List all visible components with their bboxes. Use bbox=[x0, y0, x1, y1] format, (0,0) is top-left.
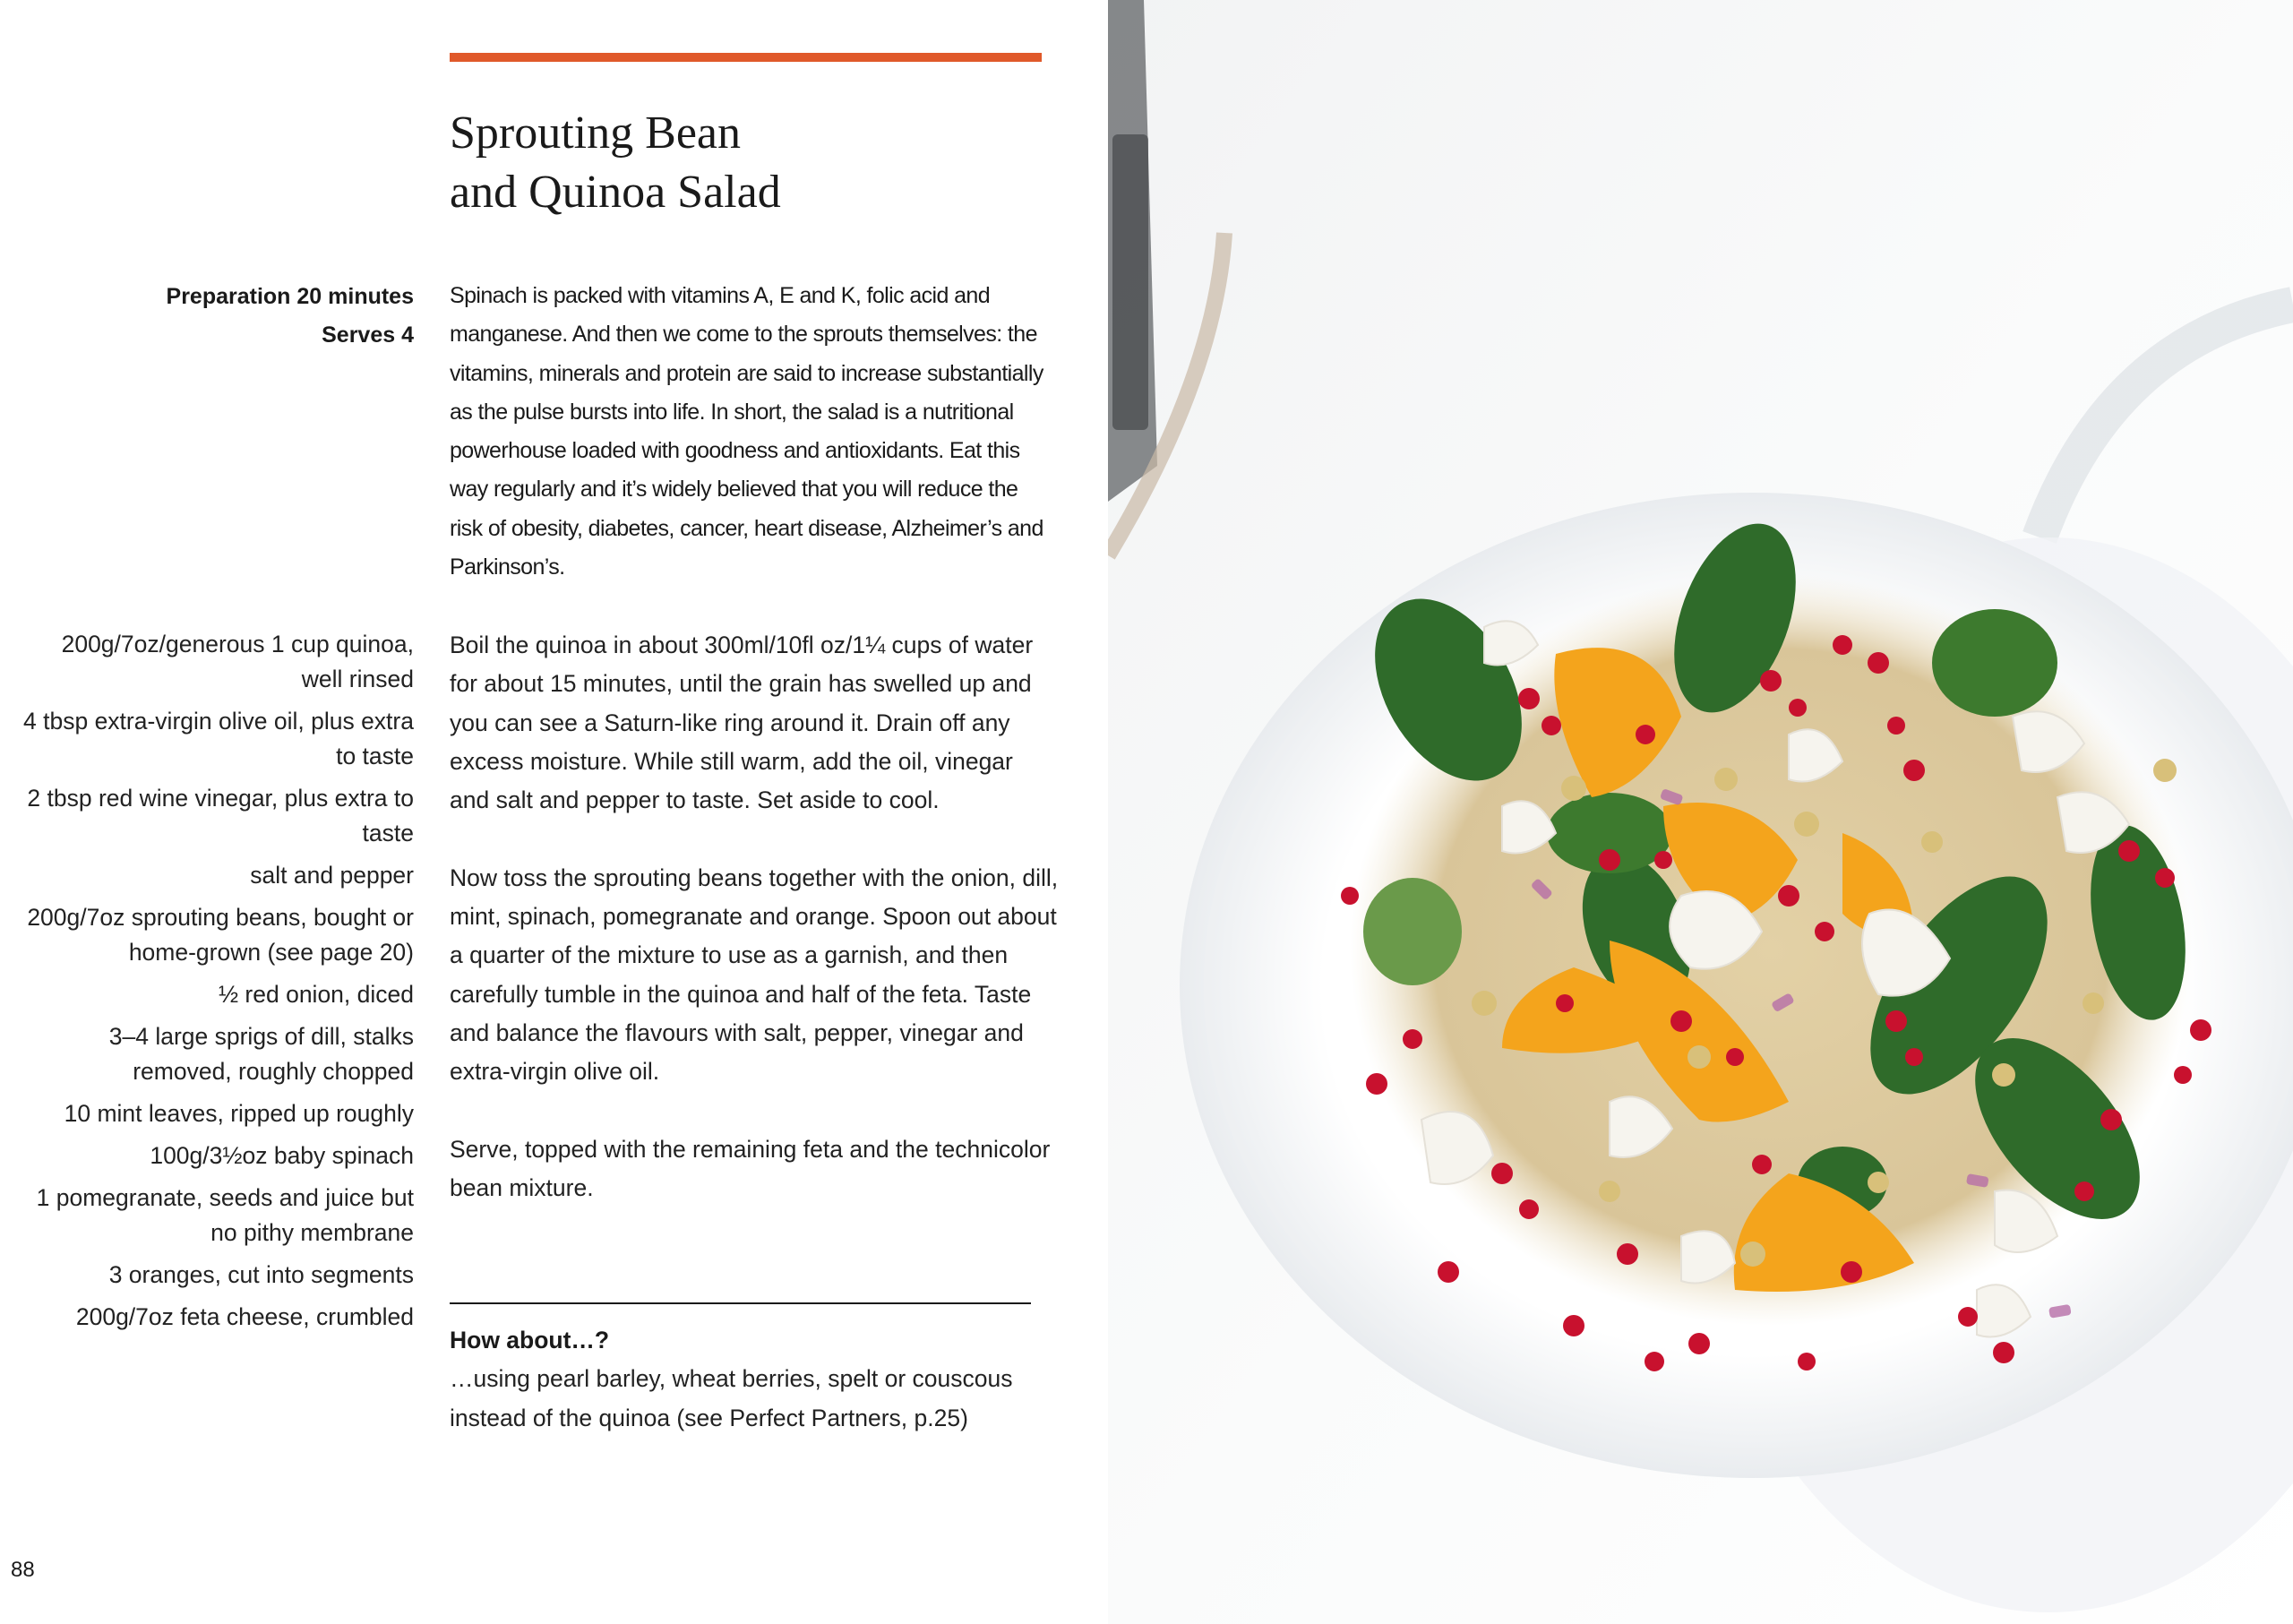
intro-paragraph: Spinach is packed with vitamins A, E and K, folic acid and manganese. And then we come to the sprouts themselves: the vitamins, minerals and protein are said to increase substantially as the pulse bursts into life. In short, the salad is a nutritional powerhouse loaded with goodness and antioxidants. Eat this way regularly and it’s widely believed that you will reduce the risk of obesity, diabetes, cancer, heart disease, Alzheimer’s and Parkinson’s. bbox=[450, 283, 1043, 580]
recipe-meta bbox=[36, 278, 414, 355]
ingredient-item: 4 tbsp extra-virgin olive oil, plus extra to taste bbox=[23, 708, 414, 769]
ingredient-item: 3 oranges, cut into segments bbox=[108, 1261, 414, 1288]
ingredient-item: 2 tbsp red wine vinegar, plus extra to taste bbox=[27, 785, 414, 846]
title-line-1: Sprouting Bean bbox=[450, 107, 741, 159]
recipe-title bbox=[450, 104, 1059, 222]
ingredient-item: 10 mint leaves, ripped up roughly bbox=[64, 1100, 414, 1127]
bottle bbox=[1112, 134, 1148, 430]
how-about-box bbox=[450, 1321, 1059, 1438]
ingredient-item: 200g/7oz feta cheese, crumbled bbox=[75, 1303, 414, 1330]
method bbox=[450, 626, 1059, 1247]
ingredients-list bbox=[18, 627, 414, 1342]
ingredient-item: 100g/3½oz baby spinach bbox=[150, 1142, 414, 1169]
ingredient-item: ½ red onion, diced bbox=[218, 981, 414, 1008]
serves: Serves 4 bbox=[322, 322, 414, 348]
ingredient-item: 200g/7oz sprouting beans, bought or home-grown (see page 20) bbox=[27, 904, 414, 966]
ingredient-item: salt and pepper bbox=[250, 862, 414, 889]
ingredient-item: 1 pomegranate, seeds and juice but no pithy membrane bbox=[36, 1184, 414, 1246]
salad-photo bbox=[1108, 0, 2293, 1624]
how-about-text: …using pearl barley, wheat berries, spelt or couscous instead of the quinoa (see Perfect Partners, p.25) bbox=[450, 1365, 1013, 1431]
preparation-time: Preparation 20 minutes bbox=[166, 284, 414, 309]
page-number: 88 bbox=[11, 1558, 35, 1582]
ingredient-item: 200g/7oz/generous 1 cup quinoa, well rinsed bbox=[61, 631, 414, 692]
left-page bbox=[0, 0, 1108, 1624]
method-step: Now toss the sprouting beans together with the onion, dill, mint, spinach, pomegranate and orange. Spoon out about a quarter of the mixture to use as a garnish, and then carefully tumble in the quinoa and half of the feta. Taste and balance the flavours with salt, pepper, vinegar and extra-virgin olive oil. bbox=[450, 864, 1059, 1086]
method-step: Serve, topped with the remaining feta and the technicolor bean mixture. bbox=[450, 1135, 1051, 1202]
accent-rule bbox=[450, 53, 1042, 62]
title-line-2: and Quinoa Salad bbox=[450, 167, 781, 218]
method-step: Boil the quinoa in about 300ml/10fl oz/1¼ cups of water for about 15 minutes, until the grain has swelled up and you can see a Saturn-like ring around it. Drain off any excess moisture. While still warm, add the oil, vinegar and salt and pepper to taste. Set aside to cool. bbox=[450, 632, 1034, 814]
ingredient-item: 3–4 large sprigs of dill, stalks removed, roughly chopped bbox=[108, 1023, 414, 1085]
how-about-heading: How about…? bbox=[450, 1327, 610, 1353]
section-divider bbox=[450, 1302, 1031, 1304]
